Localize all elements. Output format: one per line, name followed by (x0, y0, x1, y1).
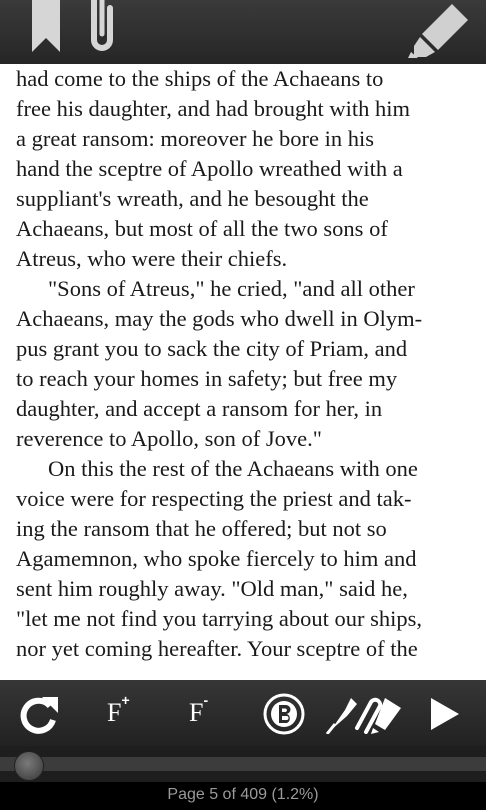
progress-track[interactable] (0, 757, 486, 771)
text-line: On this the rest of the Achaeans with one (48, 456, 418, 481)
plus-icon: + (121, 692, 130, 709)
text-line: had come to the ships of the Achaeans to (16, 66, 384, 91)
pin-clip-highlighter-icon[interactable] (325, 694, 405, 734)
b-circle-icon[interactable] (262, 692, 306, 736)
text-line: Achaeans, may the gods who dwell in Olym- (16, 306, 423, 331)
bottom-toolbar (0, 680, 486, 746)
text-line: nor yet coming hereafter. Your sceptre of the (16, 636, 418, 661)
font-increase-button[interactable] (107, 692, 130, 728)
text-line: Agamemnon, who spoke fiercely to him and (16, 546, 417, 571)
minus-icon: - (203, 692, 209, 709)
text-line: pus grant you to sack the city of Priam, and (16, 336, 408, 361)
top-bar (0, 0, 486, 64)
text-line: Achaeans, but most of all the two sons of (16, 216, 388, 241)
text-line: "Sons of Atreus," he cried, "and all other (48, 276, 415, 301)
page-status: Page 5 of 409 (1.2%) (0, 782, 486, 810)
font-decrease-button[interactable] (189, 692, 209, 728)
text-line: hand the sceptre of Apollo wreathed with a (16, 156, 403, 181)
text-line: voice were for respecting the priest and tak- (16, 486, 412, 511)
text-line: ing the ransom that he offered; but not so (16, 516, 387, 541)
highlighter-icon[interactable] (408, 2, 472, 60)
text-line: sent him roughly away. "Old man," said he, (16, 576, 408, 601)
text-line: reverence to Apollo, son of Jove." (16, 426, 322, 451)
text-line: free his daughter, and had brought with him (16, 96, 411, 121)
text-line: a great ransom: moreover he bore in his (16, 126, 375, 151)
text-line: to reach your homes in safety; but free my (16, 366, 398, 391)
bookmark-icon[interactable] (30, 0, 62, 54)
font-increase-letter: F (107, 698, 122, 727)
paperclip-icon[interactable] (86, 0, 118, 56)
font-decrease-letter: F (189, 698, 204, 727)
text-line: daughter, and accept a ransom for her, in (16, 396, 383, 421)
text-line: suppliant's wreath, and he besought the (16, 186, 369, 211)
text-line: "let me not find you tarrying about our ships, (16, 606, 422, 631)
text-line: Atreus, who were their chiefs. (16, 246, 288, 271)
reader-page[interactable] (0, 64, 486, 680)
play-icon[interactable] (429, 696, 461, 732)
rotate-icon[interactable] (16, 693, 62, 735)
